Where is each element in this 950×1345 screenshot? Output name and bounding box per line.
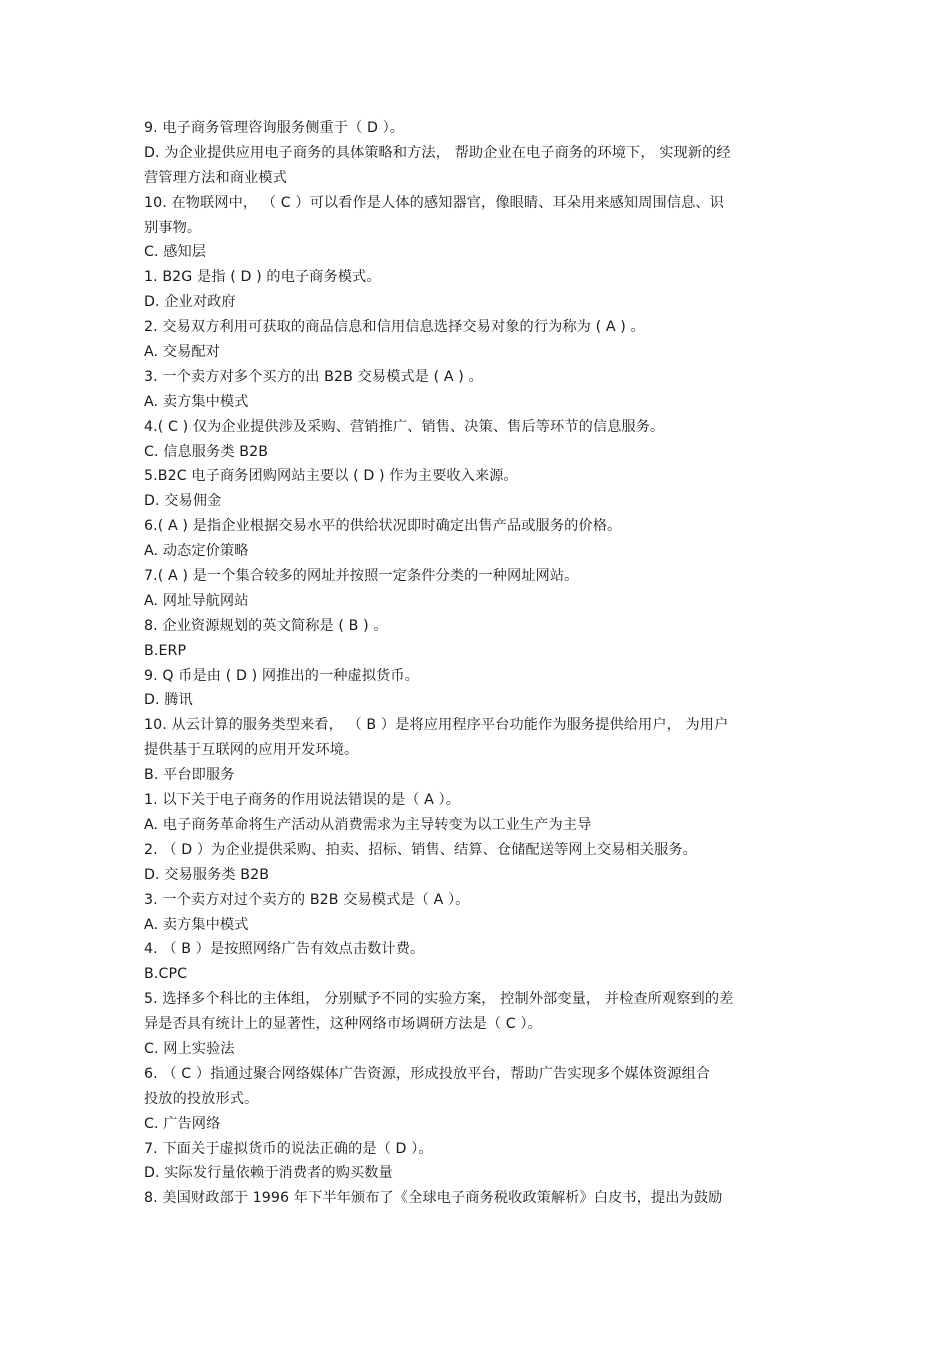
text-line: 别事物。: [144, 219, 202, 236]
text-line: C. 广告网络: [144, 1115, 221, 1132]
text-line: 异是否具有统计上的显著性，这种网络市场调研方法是（ C ）。: [144, 1016, 542, 1033]
text-line: 7. 下面关于虚拟货币的说法正确的是（ D ）。: [144, 1140, 433, 1157]
text-line: 6. （ C ）指通过聚合网络媒体广告资源，形成投放平台，帮助广告实现多个媒体资源组合: [144, 1065, 711, 1082]
text-line: 9. 电子商务管理咨询服务侧重于（ D ）。: [144, 120, 405, 136]
text-line: 10. 在物联网中， （ C ）可以看作是人体的感知器官，像眼睛、耳朵用来感知周围信息、识: [144, 194, 724, 211]
text-line: A. 动态定价策略: [144, 543, 249, 560]
text-line: 5.B2C 电子商务团购网站主要以 ( D ) 作为主要收入来源。: [144, 468, 518, 485]
text-line: 8. 企业资源规划的英文简称是 ( B ) 。: [144, 617, 388, 634]
text-line: 7.( A ) 是一个集合较多的网址并按照一定条件分类的一种网址网站。: [144, 568, 579, 585]
document-body: [144, 116, 804, 1211]
text-line: 6.( A ) 是指企业根据交易水平的供给状况即时确定出售产品或服务的价格。: [144, 518, 622, 535]
text-line: D. 交易服务类 B2B: [144, 866, 270, 883]
text-line: 9. Q 币是由 ( D ) 网推出的一种虚拟货币。: [144, 667, 419, 684]
text-line: B.ERP: [144, 642, 187, 659]
text-line: 4. （ B ）是按照网络广告有效点击数计费。: [144, 941, 425, 958]
text-line: 3. 一个卖方对多个买方的出 B2B 交易模式是 ( A ) 。: [144, 368, 483, 385]
text-line: D. 企业对政府: [144, 294, 236, 311]
text-line: 2. 交易双方利用可获取的商品信息和信用信息选择交易对象的行为称为 ( A ) 。: [144, 319, 645, 336]
text-line: A. 卖方集中模式: [144, 916, 249, 933]
text-line: D. 腾讯: [144, 692, 193, 709]
text-line: D. 为企业提供应用电子商务的具体策略和方法， 帮助企业在电子商务的环境下， 实现新的经: [144, 144, 731, 161]
text-line: 3. 一个卖方对过个卖方的 B2B 交易模式是（ A ）。: [144, 891, 470, 908]
text-line: B. 平台即服务: [144, 767, 235, 784]
text-line: D. 交易佣金: [144, 493, 222, 510]
text-line: 8. 美国财政部于 1996 年下半年颁布了《全球电子商务税收政策解析》白皮书，提出为鼓励: [144, 1190, 723, 1207]
text-line: D. 实际发行量依赖于消费者的购买数量: [144, 1165, 393, 1182]
text-line: 4.( C ) 仅为企业提供涉及采购、营销推广、销售、决策、售后等环节的信息服务。: [144, 418, 665, 435]
text-line: 10. 从云计算的服务类型来看， （ B ）是将应用程序平台功能作为服务提供给用户， 为用户: [144, 717, 729, 734]
text-line: A. 卖方集中模式: [144, 393, 249, 410]
text-line: C. 信息服务类 B2B: [144, 443, 269, 460]
text-line: 5. 选择多个科比的主体组， 分别赋予不同的实验方案， 控制外部变量， 并检查所观察到的差: [144, 991, 734, 1008]
text-line: A. 网址导航网站: [144, 592, 249, 609]
text-line: A. 交易配对: [144, 344, 220, 361]
text-line: A. 电子商务革命将生产活动从消费需求为主导转变为以工业生产为主导: [144, 816, 592, 833]
text-line: 营管理方法和商业模式: [144, 169, 287, 186]
text-line: 提供基于互联网的应用开发环境。: [144, 742, 359, 759]
text-line: B.CPC: [144, 966, 188, 983]
text-line: 2. （ D ）为企业提供采购、拍卖、招标、销售、结算、仓储配送等网上交易相关服务。: [144, 841, 697, 858]
text-line: 投放的投放形式。: [144, 1090, 259, 1107]
text-line: C. 网上实验法: [144, 1040, 235, 1057]
text-line: 1. B2G 是指 ( D ) 的电子商务模式。: [144, 269, 381, 286]
text-line: C. 感知层: [144, 244, 207, 261]
text-line: 1. 以下关于电子商务的作用说法错误的是（ A ）。: [144, 792, 461, 809]
